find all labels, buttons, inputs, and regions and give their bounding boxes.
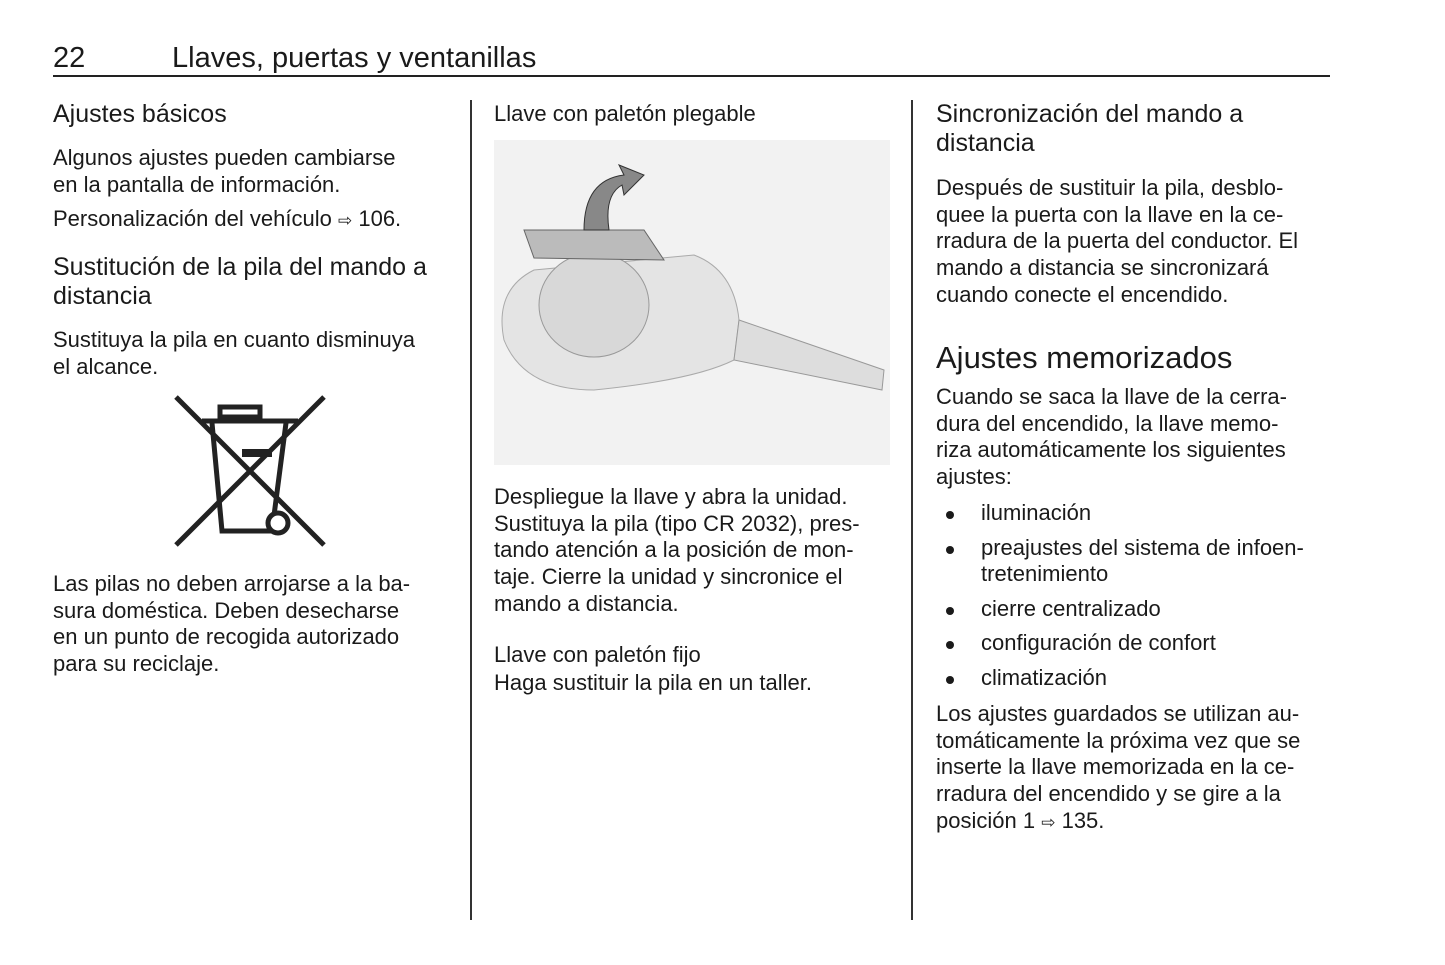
text-line: rradura del encendido y se gire a la — [936, 781, 1281, 807]
folding-key-illustration — [494, 140, 890, 465]
bullet-icon — [946, 641, 954, 649]
heading-memorized-settings: Ajustes memorizados — [936, 340, 1233, 375]
text-line: Despliegue la llave y abra la unidad. — [494, 484, 848, 509]
paragraph: Haga sustituir la pila en un taller. — [494, 670, 812, 695]
text-line: mando a distancia. — [494, 590, 679, 616]
list-item — [936, 596, 1336, 623]
paragraph — [53, 145, 395, 198]
text-line: Sustituya la pila en cuanto disminuya — [53, 327, 415, 352]
text-line: ajustes: — [936, 464, 1012, 490]
list-item — [936, 630, 1336, 657]
heading-battery-replacement — [53, 253, 427, 311]
text-line: Algunos ajustes pueden cambiarse — [53, 145, 396, 170]
last-line — [936, 808, 1300, 837]
text-line: Sustitución de la pila del mando a — [53, 253, 427, 281]
page-number: 22 — [53, 42, 86, 74]
text-line: distancia — [53, 282, 152, 310]
text-line: taje. Cierre la unidad y sincronice el — [494, 564, 843, 590]
list-item-text: tretenimiento — [981, 561, 1109, 586]
paragraph — [494, 484, 860, 618]
text-line: en la pantalla de información. — [53, 171, 341, 197]
bullet-icon — [946, 607, 954, 615]
reference-arrow-icon: ⇨ — [337, 211, 353, 230]
text: Personalización del vehículo — [53, 206, 332, 231]
text-line: dura del encendido, la llave memo- — [936, 410, 1279, 436]
text-line: Los ajustes guardados se utilizan au- — [936, 701, 1300, 726]
crossed-out-bin-icon — [172, 393, 328, 549]
text-line: Sustituya la pila (tipo CR 2032), pres- — [494, 510, 860, 536]
chapter-title: Llaves, puertas y ventanillas — [172, 42, 537, 74]
text-line: distancia — [936, 129, 1035, 157]
text-line: tando atención a la posición de mon- — [494, 537, 854, 563]
paragraph — [936, 175, 1298, 309]
list-item-text: iluminación — [981, 500, 1092, 525]
text-line: inserte la llave memorizada en la ce- — [936, 754, 1295, 780]
settings-list — [936, 500, 1336, 699]
header-rule — [53, 75, 1330, 77]
bullet-icon — [946, 511, 954, 519]
text-line: rradura de la puerta del conductor. El — [936, 228, 1299, 254]
lines — [936, 701, 1300, 808]
subheading-folding-key: Llave con paletón plegable — [494, 101, 756, 126]
list-item-text: cierre centralizado — [981, 595, 1161, 621]
text-line: quee la puerta con la llave en la ce- — [936, 201, 1284, 227]
paragraph — [936, 701, 1300, 837]
text-line: Cuando se saca la llave de la cerra- — [936, 384, 1287, 409]
list-item — [936, 665, 1336, 692]
text-line: Sincronización del mando a — [936, 100, 1244, 128]
text-line: mando a distancia se sincronizará — [936, 255, 1269, 281]
list-item — [936, 500, 1336, 527]
text-line: Las pilas no deben arrojarse a la ba- — [53, 571, 411, 596]
column-divider — [470, 100, 472, 920]
text-line: cuando conecte el encendido. — [936, 281, 1229, 307]
paragraph — [936, 384, 1287, 491]
paragraph — [53, 571, 410, 678]
column-divider — [911, 100, 913, 920]
reference-arrow-icon: ⇨ — [1041, 812, 1056, 832]
list-item-text: climatización — [981, 664, 1107, 690]
paragraph-reference — [53, 206, 401, 235]
list-item-text: preajustes del sistema de infoen- — [981, 534, 1304, 560]
bullet-icon — [946, 546, 954, 554]
heading-remote-sync — [936, 100, 1243, 158]
text-line: Después de sustituir la pila, desblo- — [936, 175, 1284, 200]
text-line: riza automáticamente los siguientes — [936, 437, 1286, 463]
heading-basic-settings: Ajustes básicos — [53, 100, 227, 128]
text-line: tomáticamente la próxima vez que se — [936, 727, 1301, 753]
text-line: sura doméstica. Deben desecharse — [53, 597, 400, 623]
list-item-text: configuración de confort — [981, 630, 1216, 655]
list-item — [936, 535, 1336, 588]
page-link[interactable]: 106. — [358, 206, 402, 231]
paragraph — [53, 327, 415, 380]
text: posición 1 — [936, 807, 1036, 833]
subheading-fixed-key: Llave con paletón fijo — [494, 642, 701, 667]
bullet-icon — [946, 676, 954, 684]
text-line: en un punto de recogida autorizado — [53, 624, 400, 650]
page-link[interactable]: 135. — [1061, 807, 1105, 833]
text-line: para su reciclaje. — [53, 651, 220, 677]
text-line: el alcance. — [53, 353, 159, 379]
